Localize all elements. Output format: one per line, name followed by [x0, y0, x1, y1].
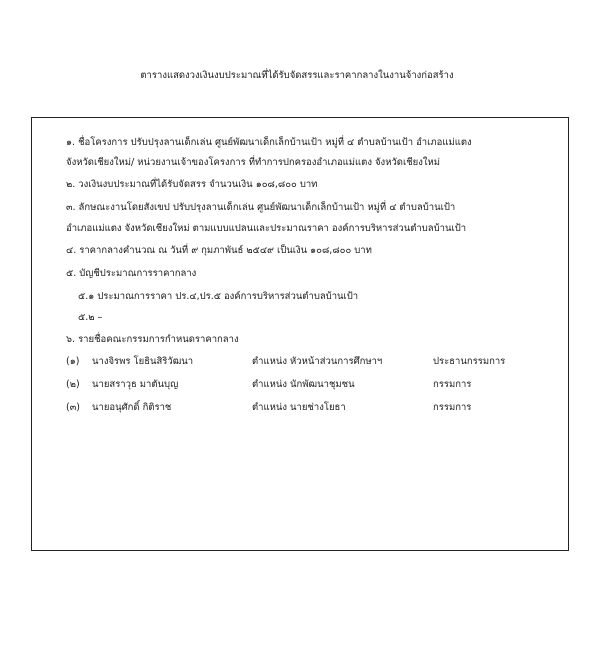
median-price-line: ๔. ราคากลางคำนวณ ณ วันที่ ๙ กุมภาพันธ์ ๒๕๔๙ เป็นเงิน ๑๐๘,๘๐๐ บาท [66, 245, 372, 256]
committee-member-role: กรรมการ [433, 402, 472, 413]
committee-heading: ๖. รายชื่อคณะกรรมการกำหนดราคากลาง [66, 334, 239, 345]
committee-member-name: นางจิรพร โยธินสิริวัฒนา [92, 356, 194, 367]
committee-member-number: (๓) [66, 402, 80, 413]
committee-member-name: นายอนุศักดิ์ กิติราช [92, 402, 172, 413]
committee-member-name: นายสราวุธ มาตันบุญ [92, 379, 179, 390]
document-title: ตารางแสดงวงเงินงบประมาณที่ได้รับจัดสรรและราคากลางในงานจ้างก่อสร้าง [140, 70, 454, 81]
committee-member-role: กรรมการ [433, 379, 472, 390]
committee-member-position: ตำแหน่ง หัวหน้าส่วนการศึกษาฯ [252, 356, 383, 367]
committee-member-number: (๑) [66, 356, 80, 367]
work-description-continued: อำเภอแม่แตง จังหวัดเชียงใหม่ ตามแบบแปลนและประมาณราคา องค์การบริหารส่วนตำบลบ้านเป้า [66, 223, 467, 234]
price-list-item-2: ๕.๒ – [78, 312, 103, 323]
committee-member-role: ประธานกรรมการ [433, 356, 506, 367]
committee-member-position: ตำแหน่ง นายช่างโยธา [252, 402, 346, 413]
price-list-heading: ๕. บัญชีประมาณการราคากลาง [66, 268, 197, 279]
project-owner-line: จังหวัดเชียงใหม่/ หน่วยงานเจ้าของโครงการ ที่ทำการปกครองอำเภอแม่แตง จังหวัดเชียงใหม่ [66, 157, 441, 168]
committee-member-position: ตำแหน่ง นักพัฒนาชุมชน [252, 379, 355, 390]
project-name-line: ๑. ชื่อโครงการ ปรับปรุงลานเด็กเล่น ศูนย์พัฒนาเด็กเล็กบ้านเป้า หมู่ที่ ๔ ตำบลบ้านเป้า อำเภอแม่แตง [66, 137, 472, 148]
work-description-line: ๓. ลักษณะงานโดยสังเขป ปรับปรุงลานเด็กเล่น ศูนย์พัฒนาเด็กเล็กบ้านเป้า หมู่ที่ ๔ ตำบลบ้านเป้า [66, 202, 456, 213]
price-list-item-1: ๕.๑ ประมาณการราคา ปร.๔,ปร.๕ องค์การบริหารส่วนตำบลบ้านเป้า [78, 291, 359, 302]
committee-member-number: (๒) [66, 379, 80, 390]
budget-line: ๒. วงเงินงบประมาณที่ได้รับจัดสรร จำนวนเงิน ๑๐๘,๘๐๐ บาท [66, 179, 318, 190]
